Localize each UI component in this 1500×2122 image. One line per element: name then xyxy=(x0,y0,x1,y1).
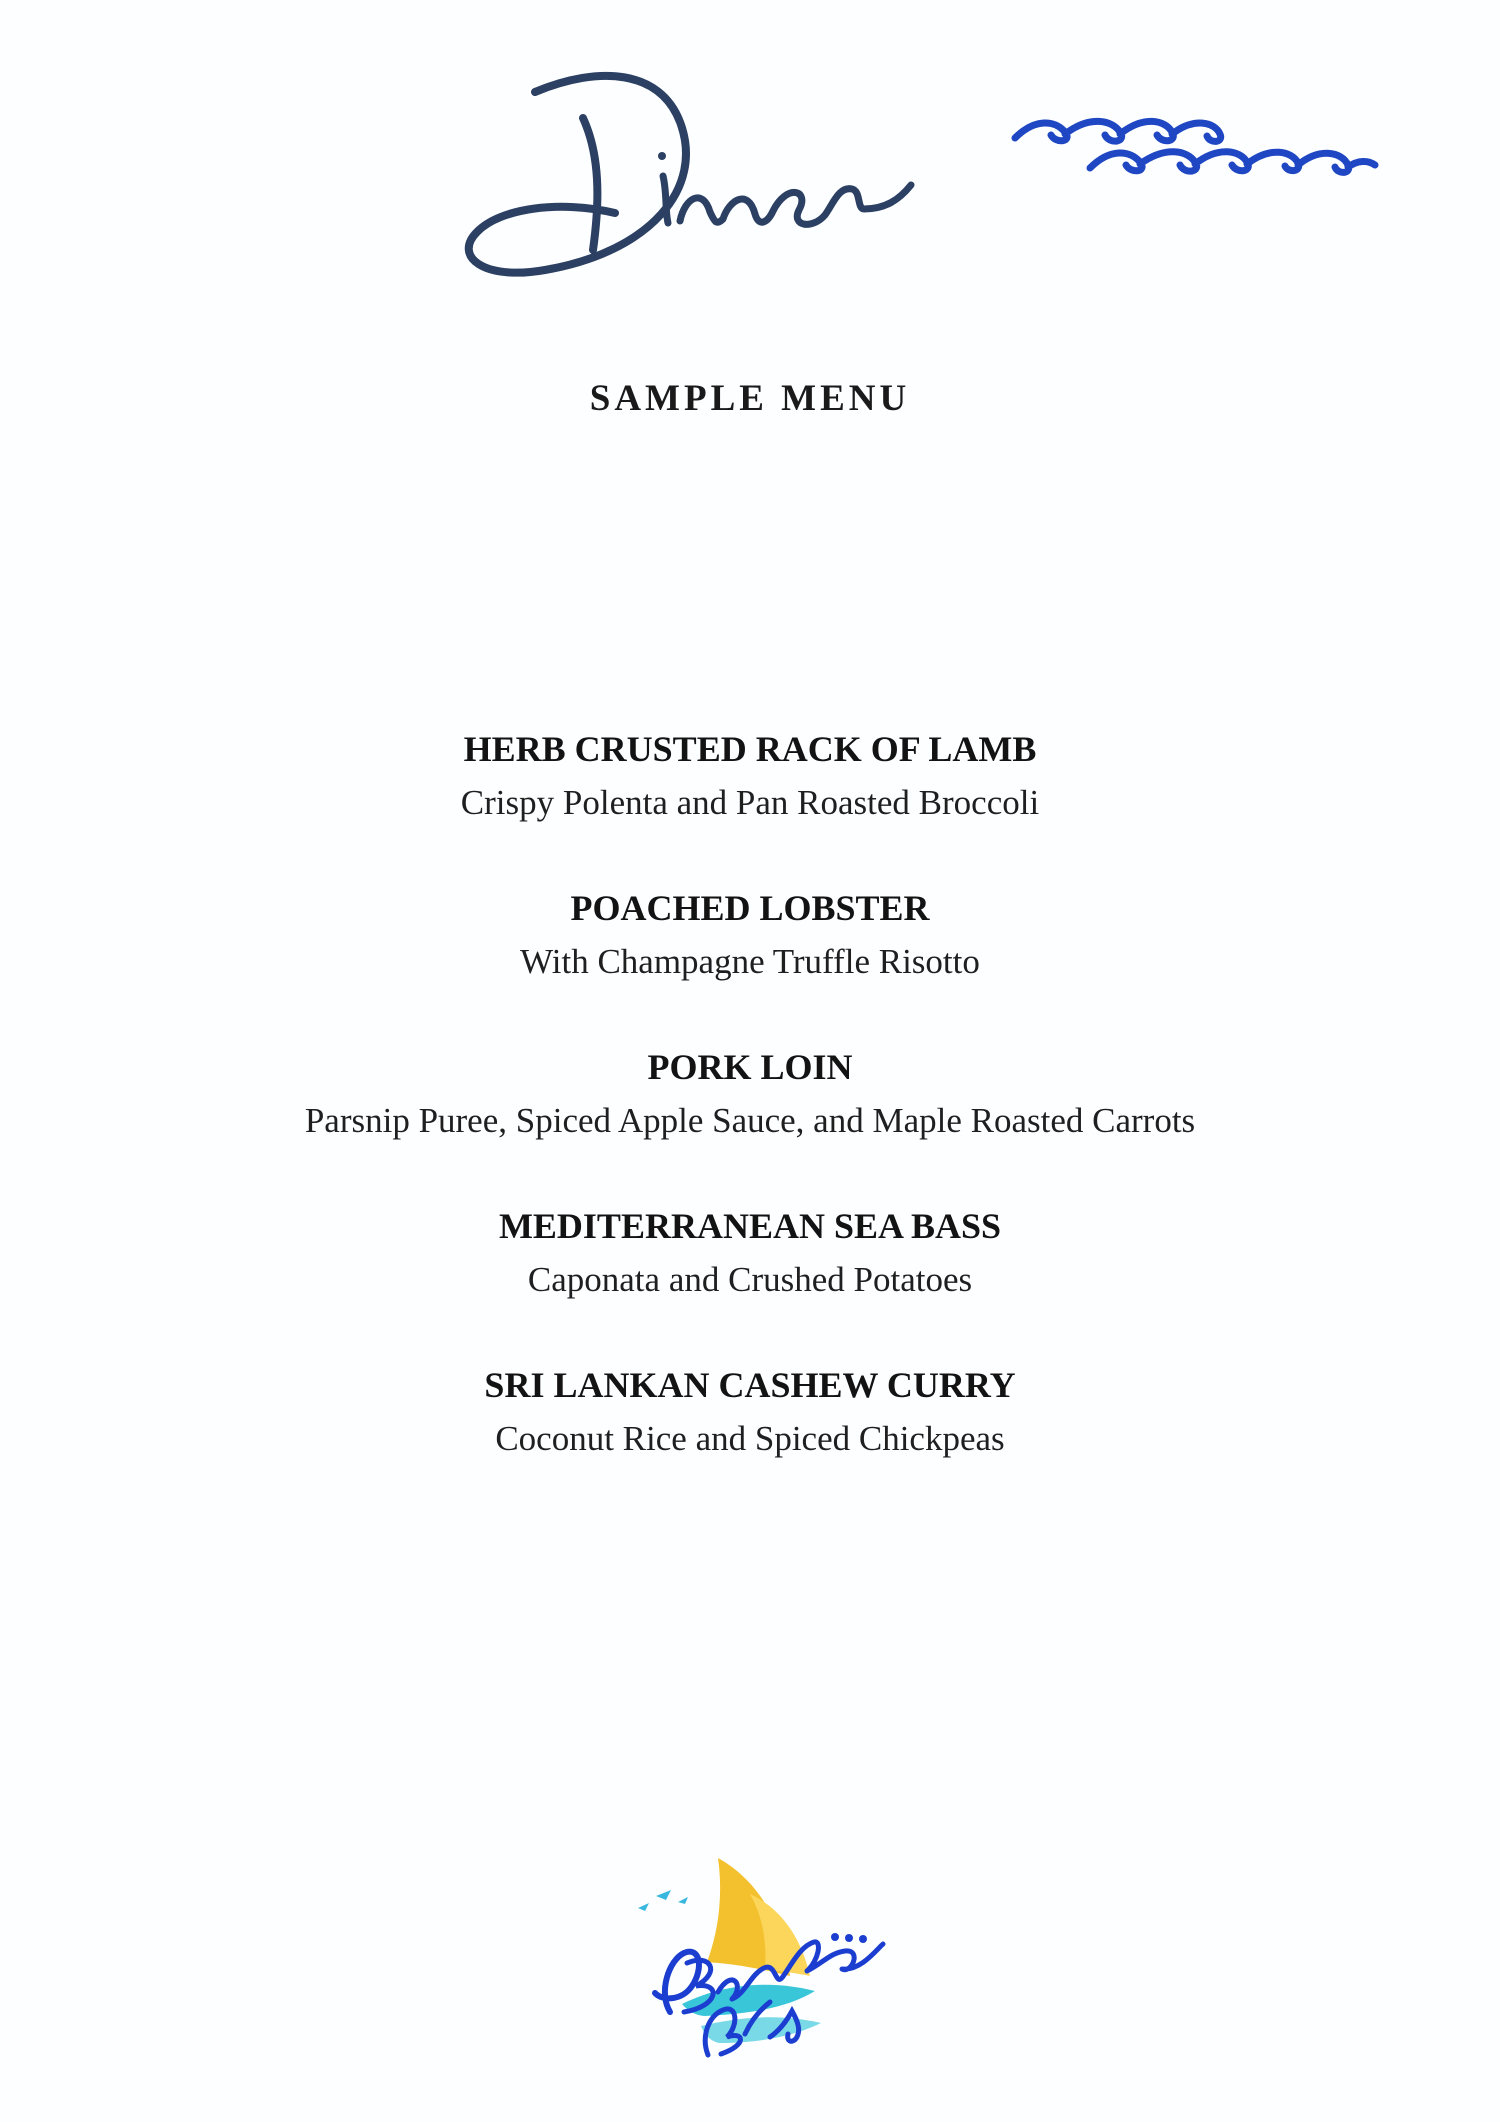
dinner-script-title xyxy=(455,60,975,340)
menu-item xyxy=(0,1199,1500,1358)
wave-ornament xyxy=(1010,110,1380,190)
dish-description: Crispy Polenta and Pan Roasted Broccoli xyxy=(460,783,1040,822)
dish-description: Parsnip Puree, Spiced Apple Sauce, and Maple Roasted Carrots xyxy=(304,1101,1196,1140)
menu-list xyxy=(0,722,1500,1517)
sailboat-logo-icon xyxy=(600,1850,900,2080)
menu-header xyxy=(0,0,1500,419)
dish-name: POACHED LOBSTER xyxy=(570,888,930,928)
wave-ornament-icon xyxy=(1010,110,1380,190)
menu-item xyxy=(0,722,1500,881)
dinner-script-icon xyxy=(455,60,975,340)
dish-description: Coconut Rice and Spiced Chickpeas xyxy=(495,1419,1005,1458)
dish-description: With Champagne Truffle Risotto xyxy=(520,942,980,981)
page-subtitle: SAMPLE MENU xyxy=(589,378,911,419)
dish-description: Caponata and Crushed Potatoes xyxy=(527,1260,973,1299)
menu-item xyxy=(0,1040,1500,1199)
barefoot-bliss-logo xyxy=(600,1850,900,2080)
menu-item xyxy=(0,1358,1500,1517)
dish-name: PORK LOIN xyxy=(647,1047,853,1087)
menu-item xyxy=(0,881,1500,1040)
dish-name: MEDITERRANEAN SEA BASS xyxy=(498,1206,1002,1246)
dish-name: HERB CRUSTED RACK OF LAMB xyxy=(463,729,1037,769)
dish-name: SRI LANKAN CASHEW CURRY xyxy=(484,1365,1016,1405)
